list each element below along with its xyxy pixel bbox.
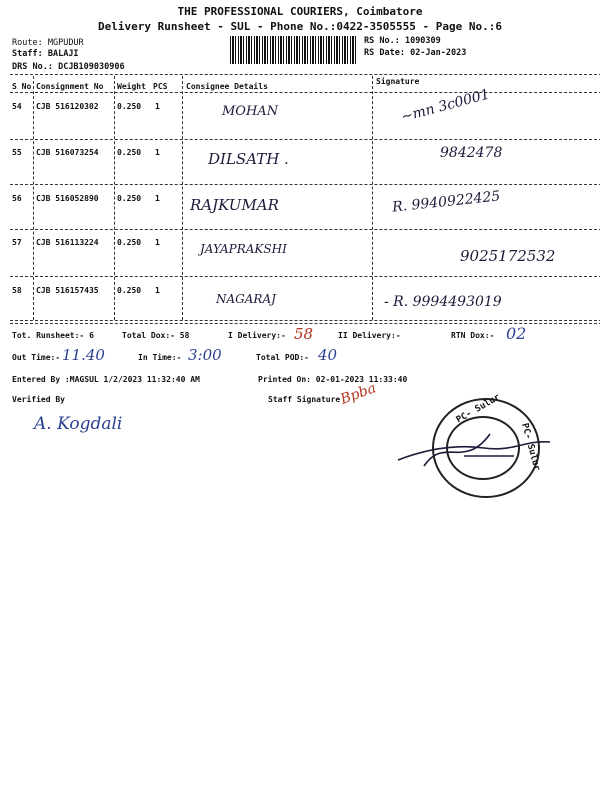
printed-on: Printed On: 02-01-2023 11:33:40 [258,375,408,384]
column-divider [182,76,183,320]
col-header-sno: S No [12,82,32,91]
column-divider [372,76,373,320]
table-row-weight: 0.250 [117,102,142,111]
rs-no-value: 1090309 [404,36,441,46]
signature-handwriting: R. 9940922425 [391,188,502,216]
verified-signature: A. Kogdali [34,414,123,434]
table-row-sno: 54 [12,102,22,111]
staff-signature-handwriting: Bpba [338,380,379,408]
row-rule [10,139,600,140]
table-row-weight: 0.250 [117,238,142,247]
table-row-pcs: 1 [155,238,160,247]
column-divider [114,76,115,320]
table-row-pcs: 1 [155,194,160,203]
col-header-consignee: Consignee Details [186,82,268,91]
rtn-dox-label: RTN Dox:- [451,331,495,340]
row-rule [10,276,600,277]
table-row-pcs: 1 [155,102,160,111]
table-row-consignment: CJB 516073254 [36,148,99,157]
stamp-text-right: PC- Sulur [519,422,542,472]
table-row-consignment: CJB 516113224 [36,238,99,247]
route-row [12,38,84,48]
table-row-weight: 0.250 [117,286,142,295]
table-header-rule [10,92,600,93]
ii-delivery-label: II Delivery:- [338,331,401,340]
drs-value: DCJB109030906 [58,62,125,72]
out-time-label: Out Time:- [12,353,61,362]
rs-no-row [364,36,441,46]
total-pod-label: Total POD:- [256,353,309,362]
document-subtitle: Delivery Runsheet - SUL - Phone No.:0422-3505555 - Page No.:6 [98,20,502,33]
rtn-dox-handwriting: 02 [506,324,527,343]
barcode [230,36,356,64]
stamp-text-top: PC- Sulur [454,392,503,426]
table-row-consignment: CJB 516120302 [36,102,99,111]
i-delivery-handwriting: 58 [294,325,314,343]
signature-handwriting: 9842478 [440,145,503,161]
stamp-signature-scribble [394,426,554,476]
table-row-sno: 57 [12,238,22,247]
staff-row [12,49,79,59]
route-value: MGPUDUR [47,38,84,48]
consignee-handwriting: MOHAN [222,104,279,119]
table-row-weight: 0.250 [117,148,142,157]
column-divider [33,76,34,320]
table-row-weight: 0.250 [117,194,142,203]
in-time-label: In Time:- [138,353,182,362]
table-row-sno: 58 [12,286,22,295]
total-dox: Total Dox:- 58 [122,331,190,340]
staff-signature-label: Staff Signature [268,395,341,404]
staff-value: BALAJI [47,49,79,59]
drs-row [12,62,125,72]
rs-no-label: RS No.: [364,36,400,46]
col-header-pcs: PCS [153,82,168,91]
staff-label: Staff: [12,49,43,59]
table-row-sno: 56 [12,194,22,203]
table-row-consignment: CJB 516157435 [36,286,99,295]
signature-handwriting: ~mn 3c0001 [399,86,492,126]
table-row-pcs: 1 [155,148,160,157]
entered-by: Entered By :MAGSUL 1/2/2023 11:32:40 AM [12,375,200,384]
row-rule [10,229,600,230]
document-title: THE PROFESSIONAL COURIERS, Coimbatore [177,5,423,18]
consignee-handwriting: JAYAPRAKSHI [200,242,287,256]
consignee-handwriting: NAGARAJ [216,292,276,306]
table-bottom-rule [10,320,600,321]
rs-date-row [364,48,466,58]
col-header-consignment: Consignment No [36,82,104,91]
table-row-pcs: 1 [155,286,160,295]
signature-handwriting: 9025172532 [460,247,556,265]
drs-label: DRS No.: [12,62,53,72]
route-label: Route: [12,38,43,48]
rs-date-label: RS Date: [364,48,405,58]
total-runsheet: Tot. Runsheet:- 6 [12,331,94,340]
i-delivery-label: I Delivery:- [228,331,286,340]
consignee-handwriting: DILSATH . [208,150,289,168]
in-time-handwriting: 3:00 [188,346,222,364]
signature-handwriting: - R. 9994493019 [384,294,502,310]
rs-date-value: 02-Jan-2023 [410,48,467,58]
row-rule [10,184,600,185]
col-header-weight: Weight [117,82,146,91]
consignee-handwriting: RAJKUMAR [190,196,279,214]
out-time-handwriting: 11.40 [62,346,105,364]
table-top-rule [10,74,600,75]
total-pod-handwriting: 40 [318,346,338,364]
col-header-signature: Signature [376,77,420,86]
table-row-consignment: CJB 516052890 [36,194,99,203]
verified-by-label: Verified By [12,395,65,404]
table-row-sno: 55 [12,148,22,157]
